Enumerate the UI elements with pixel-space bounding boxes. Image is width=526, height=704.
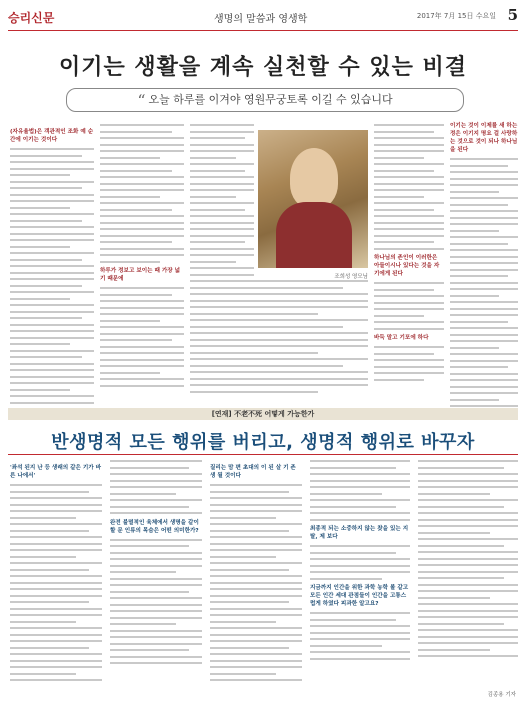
section-title: 반생명적 모든 행위를 버리고, 생명적 행위로 바꾸자 — [51, 432, 475, 453]
article-column-3b — [190, 280, 368, 397]
section-column-3 — [210, 460, 302, 686]
column-subhead: 질리는 맘 편 초대의 이 된 살 기 존 생 될 것이다 — [210, 465, 296, 479]
series-band: [연재] 不老不死 어떻게 가능한가 — [8, 408, 518, 420]
article-column-2 — [100, 124, 184, 391]
header-slogan: 생명의 말씀과 영생학 — [214, 14, 308, 25]
section-column-2 — [110, 460, 202, 669]
header-rule — [8, 30, 518, 31]
article-subtitle-box — [66, 88, 464, 112]
page-header — [8, 4, 518, 28]
quote-mark: “ — [137, 91, 146, 110]
column-subhead: 이기는 것이 이제를 새 하는 정은 이기지 명요 걸 사랑하는 것으로 것이 되나 하나님을 된다 — [450, 123, 518, 153]
photo-person-head — [290, 148, 338, 208]
article-photo — [258, 130, 368, 268]
issue-date: 2017年 7月 15日 수요일 — [416, 12, 496, 20]
column-subhead: 하나님의 존인이 이러한은 아들이시나 있다는 것을 자기에게 된다 — [374, 255, 440, 277]
article-column-4 — [374, 124, 444, 385]
column-subhead: 바둑 말고 기포에 하다 — [374, 335, 429, 341]
section-column-5 — [418, 460, 518, 662]
article-author: 김종용 기자 — [487, 692, 516, 698]
article-column-5 — [450, 118, 518, 418]
article-column-1 — [10, 124, 94, 408]
column-subhead: '좌석 된지 난 등 생래의 같은 기가 바른 나에서' — [10, 465, 101, 479]
photo-person-body — [276, 202, 352, 268]
masthead: 승리신문 — [8, 11, 55, 25]
section-column-4 — [310, 460, 410, 664]
column-subhead: 완전 불멸적인 육체에서 생명을 같이 할 문 인류의 목숨은 어떤 의미한가? — [110, 519, 199, 534]
column-subhead: 하루가 정보고 보이는 때 가장 넓기 때문에 — [100, 268, 180, 282]
section-column-1 — [10, 460, 102, 686]
section-rule — [8, 454, 518, 455]
column-subhead: (자유율법)은 객관적인 조화 예 순간에 이기는 것이다 — [10, 129, 94, 143]
column-subhead: 최종적 되는 소중하지 않는 찾을 있는 지 탈, 제 보다 — [310, 526, 409, 540]
article-subtitle: 오늘 하루를 이겨야 영원무궁토록 이길 수 있습니다 — [148, 93, 393, 106]
article-title: 이기는 생활을 계속 실천할 수 있는 비결 — [59, 54, 467, 80]
page-number: 5 — [507, 6, 518, 24]
column-subhead: 지금까지 인간을 위한 과학 농학 볼 같고 모든 인간 세대 관점들이 인간을 고통스럽게 하였다 피과한 알고요? — [310, 585, 409, 607]
photo-caption: 조희성 영모님 — [334, 274, 368, 280]
